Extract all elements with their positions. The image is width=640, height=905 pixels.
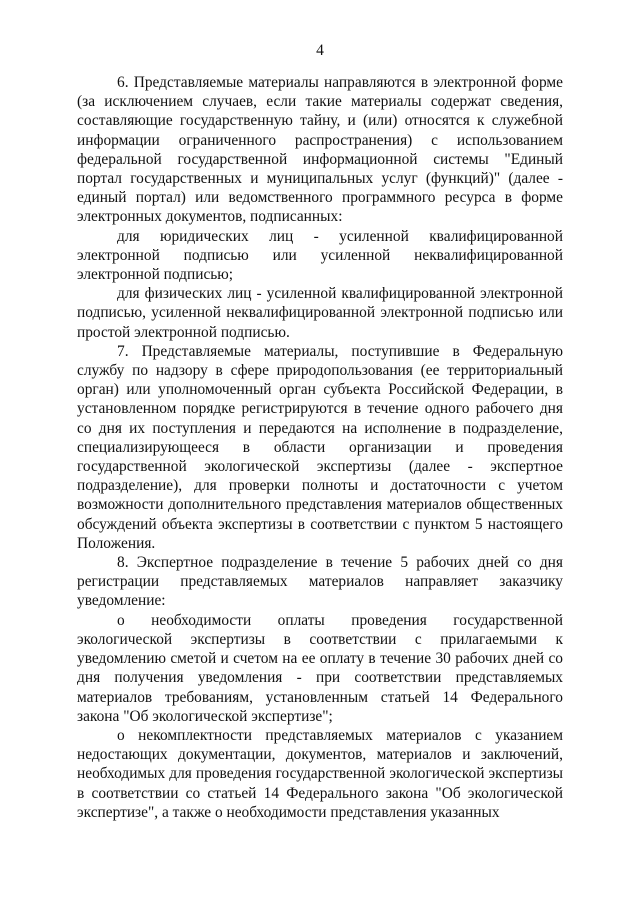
paragraph-individuals-signature: для физических лиц - усиленной квалифицированной электронной подписью, усиленной неквалифицированной электронной подписью или простой электронной подписью.: [77, 285, 563, 341]
paragraph-7-registration: 7. Представляемые материалы, поступившие в Федеральную службу по надзору в сфере природопользования (ее территориальный орган) или уполномоченный орган субъекта Российской Федерации, в установленном порядке регистрируются в течение одного рабочего дня со дня их поступления и передаются на исполнение в подразделение, специализирующееся в области организации и проведения государственной экологической экспертизы (далее - экспертное подразделение), для проверки полноты и достаточности с учетом возможности дополнительного представления материалов общественных обсуждений объекта экспертизы в соответствии с пунктом 5 настоящего Положения.: [77, 342, 563, 552]
page-number: 4: [316, 42, 324, 59]
paragraph-6-materials-electronic-form: 6. Представляемые материалы направляются в электронной форме (за исключением случаев, если такие материалы содержат сведения, составляющие государственную тайну, и (или) относятся к служебной информации ограниченного распространения) с использованием федеральной государственной информационной системы "Единый портал государственных и муниципальных услуг (функций)" (далее - единый портал) или ведомственного программного ресурса в форме электронных документов, подписанных:: [77, 74, 563, 226]
document-body: [77, 73, 563, 822]
paragraph-legal-entities-signature: для юридических лиц - усиленной квалифицированной электронной подписью или усиленной неквалифицированной электронной подписью;: [77, 227, 563, 284]
paragraph-incompleteness-notice: о некомплектности представляемых материалов с указанием недостающих документации, документов, материалов и заключений, необходимых для проведения государственной экологической экспертизы в соответствии со статьей 14 Федерального закона "Об экологической экспертизе", а также о необходимости представления указанных: [77, 726, 563, 821]
paragraph-8-notification: 8. Экспертное подразделение в течение 5 рабочих дней со дня регистрации представляемых материалов направляет заказчику уведомление:: [77, 554, 563, 610]
paragraph-payment-notice: о необходимости оплаты проведения государственной экологической экспертизы в соответствии с прилагаемыми к уведомлению сметой и счетом на ее оплату в течение 30 рабочих дней со дня получения уведомления - при соответствии представляемых материалов требованиям, установленным статьей 14 Федерального закона "Об экологической экспертизе";: [77, 611, 563, 725]
